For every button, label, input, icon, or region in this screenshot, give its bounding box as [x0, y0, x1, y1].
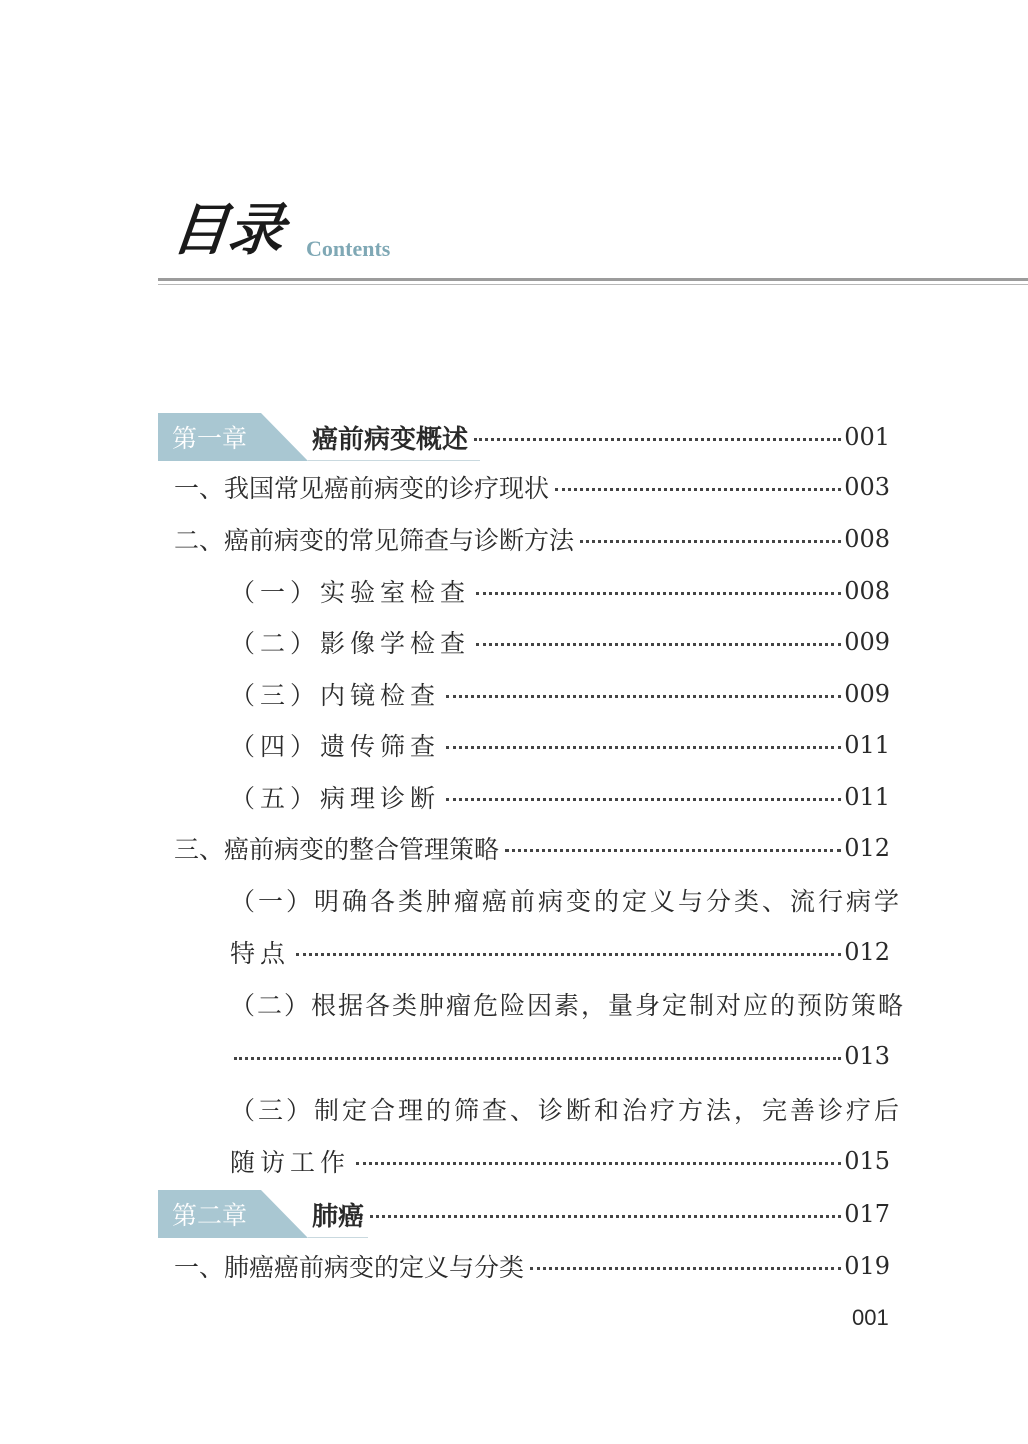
- subsection-title-line2: 随访工作: [230, 1148, 351, 1177]
- dot-leader: [446, 798, 841, 801]
- toc-section[interactable]: [174, 467, 890, 507]
- chapter-label: 第一章: [172, 424, 248, 453]
- chapter-label: 第二章: [172, 1201, 248, 1230]
- chapter-underline: [308, 1237, 368, 1238]
- page-number: 015: [844, 1147, 890, 1175]
- page-title: 目录: [168, 198, 288, 263]
- toc-subsection[interactable]: [230, 932, 890, 972]
- section-title: 一、肺癌癌前病变的定义与分类: [174, 1253, 525, 1282]
- subsection-title: （二）影像学检查: [230, 629, 471, 658]
- page-number: 009: [844, 680, 890, 708]
- page-subtitle: Contents: [306, 236, 391, 261]
- toc-subsection[interactable]: [230, 1141, 890, 1181]
- dot-leader: [234, 1057, 841, 1060]
- page-number: 017: [844, 1200, 890, 1228]
- subsection-title-line2: 特点: [230, 939, 291, 968]
- subsection-title-line1[interactable]: （一）明确各类肿瘤癌前病变的定义与分类、流行病学: [230, 887, 903, 916]
- page-number: 013: [844, 1042, 890, 1070]
- page-number: 011: [844, 783, 890, 811]
- dot-leader: [476, 592, 841, 595]
- chapter-title: 癌前病变概述: [312, 424, 469, 455]
- toc-subsection[interactable]: [230, 725, 890, 765]
- toc-chapter-1[interactable]: [158, 413, 890, 461]
- subsection-title: （五）病理诊断: [230, 784, 441, 813]
- dot-leader: [476, 643, 841, 646]
- dot-leader: [370, 1215, 841, 1218]
- toc-subsection[interactable]: [230, 777, 890, 817]
- page-number: 001: [844, 423, 890, 451]
- subsection-title: （三）内镜检查: [230, 681, 441, 710]
- page-number: 012: [844, 938, 890, 966]
- toc-subsection[interactable]: [230, 1036, 890, 1076]
- page-number: 019: [844, 1252, 890, 1280]
- toc-section[interactable]: [174, 828, 890, 868]
- section-title: 二、癌前病变的常见筛查与诊断方法: [174, 526, 575, 555]
- page-number: 012: [844, 834, 890, 862]
- dot-leader: [505, 849, 841, 852]
- subsection-title: （一）实验室检查: [230, 578, 471, 607]
- page-number: 009: [844, 628, 890, 656]
- page-number: 003: [844, 473, 890, 501]
- dot-leader: [474, 438, 841, 441]
- subsection-title-line1[interactable]: （二）根据各类肿瘤危险因素，量身定制对应的预防策略: [230, 991, 906, 1020]
- dot-leader: [530, 1267, 841, 1270]
- dot-leader: [296, 953, 841, 956]
- toc-subsection[interactable]: [230, 622, 890, 662]
- toc-section[interactable]: [174, 519, 890, 559]
- page-number: 011: [844, 731, 890, 759]
- dot-leader: [446, 746, 841, 749]
- page-number: 008: [844, 525, 890, 553]
- chapter-badge: [158, 1190, 308, 1238]
- section-title: 一、我国常见癌前病变的诊疗现状: [174, 474, 550, 503]
- footer-page-number: 001: [852, 1305, 889, 1330]
- toc-chapter-2[interactable]: [158, 1190, 890, 1238]
- subsection-title-line1[interactable]: （三）制定合理的筛查、诊断和治疗方法，完善诊疗后: [230, 1096, 903, 1125]
- chapter-badge: [158, 413, 308, 461]
- dot-leader: [555, 488, 841, 491]
- dot-leader: [446, 695, 841, 698]
- subsection-title: （四）遗传筛查: [230, 732, 441, 761]
- toc-section[interactable]: [174, 1246, 890, 1286]
- dot-leader: [580, 540, 841, 543]
- dot-leader: [356, 1162, 841, 1165]
- section-title: 三、癌前病变的整合管理策略: [174, 835, 500, 864]
- chapter-title: 肺癌: [312, 1201, 365, 1232]
- chapter-underline: [308, 460, 480, 461]
- page-number: 008: [844, 577, 890, 605]
- toc-subsection[interactable]: [230, 674, 890, 714]
- toc-subsection[interactable]: [230, 571, 890, 611]
